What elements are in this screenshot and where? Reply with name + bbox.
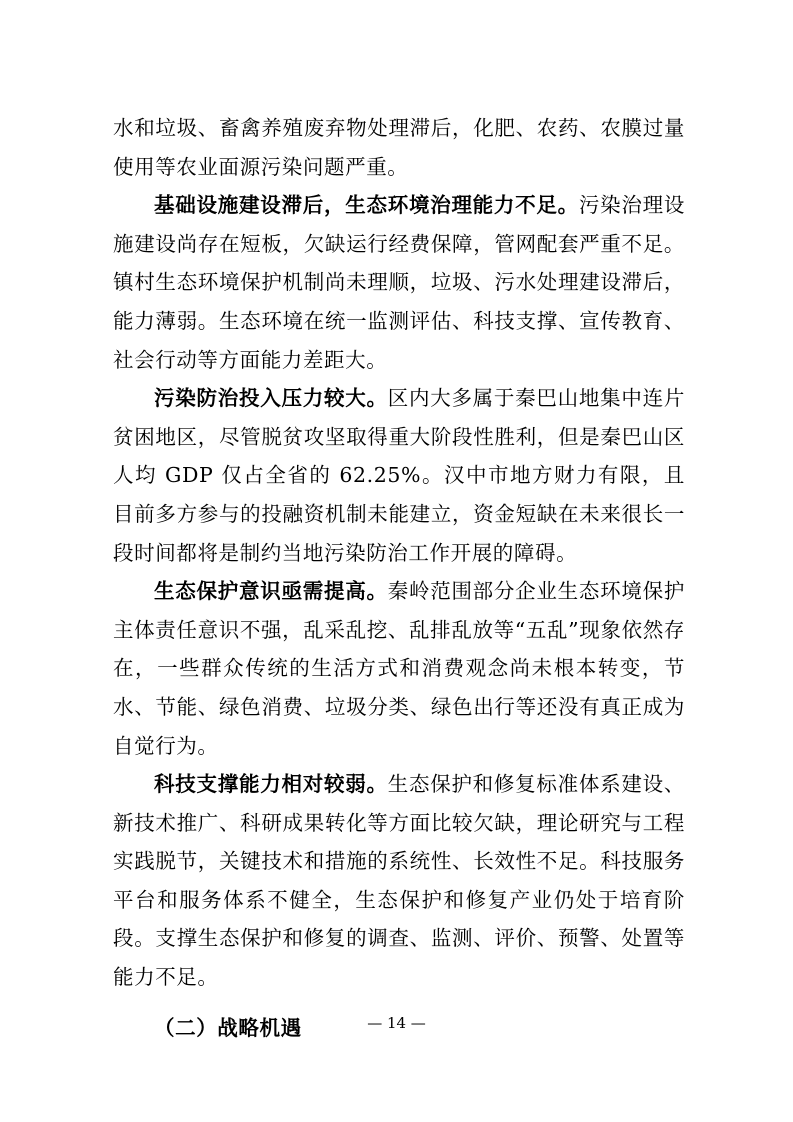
paragraph-infrastructure: [113, 186, 685, 379]
document-body: [113, 109, 685, 1047]
page-number: — 14 —: [367, 1014, 426, 1032]
paragraph-lead: 污染防治投入压力较大。: [154, 386, 388, 411]
paragraph-text: 秦岭范围部分企业生态环境保护主体责任意识不强，乱采乱挖、乱排乱放等“五乱”现象依然存在，一些群众传统的生活方式和消费观念尚未根本转变，节水、节能、绿色消费、垃圾分类、绿色出行等还没有真正成为自觉行为。: [113, 579, 685, 758]
paragraph-lead: 科技支撑能力相对较弱。: [154, 772, 388, 797]
paragraph-continuation: [113, 109, 685, 186]
paragraph-technology: [113, 765, 685, 997]
paragraph-text: 水和垃圾、畜禽养殖废弃物处理滞后，化肥、农药、农膜过量使用等农业面源污染问题严重。: [113, 116, 685, 179]
paragraph-awareness: [113, 572, 685, 765]
paragraph-lead: 基础设施建设滞后，生态环境治理能力不足。: [154, 193, 579, 218]
section-heading: （二）战略机遇: [154, 1015, 302, 1040]
paragraph-text: 区内大多属于秦巴山地集中连片贫困地区，尽管脱贫攻坚取得重大阶段性胜利，但是秦巴山区人均 GDP 仅占全省的 62.25%。汉中市地方财力有限，且目前多方参与的投融资机制未能建立，资金短缺在未来很长一段时间都将是制约当地污染防治工作开展的障碍。: [113, 386, 685, 565]
paragraph-lead: 生态保护意识亟需提高。: [154, 579, 388, 604]
paragraph-text: 生态保护和修复标准体系建设、新技术推广、科研成果转化等方面比较欠缺，理论研究与工程实践脱节，关键技术和措施的系统性、长效性不足。科技服务平台和服务体系不健全，生态保护和修复产业仍处于培育阶段。支撑生态保护和修复的调查、监测、评价、预警、处置等能力不足。: [113, 772, 685, 990]
paragraph-text: 污染治理设施建设尚存在短板，欠缺运行经费保障，管网配套严重不足。镇村生态环境保护机制尚未理顺，垃圾、污水处理建设滞后，能力薄弱。生态环境在统一监测评估、科技支撑、宣传教育、社会行动等方面能力差距大。: [113, 193, 686, 372]
paragraph-investment: [113, 379, 685, 572]
